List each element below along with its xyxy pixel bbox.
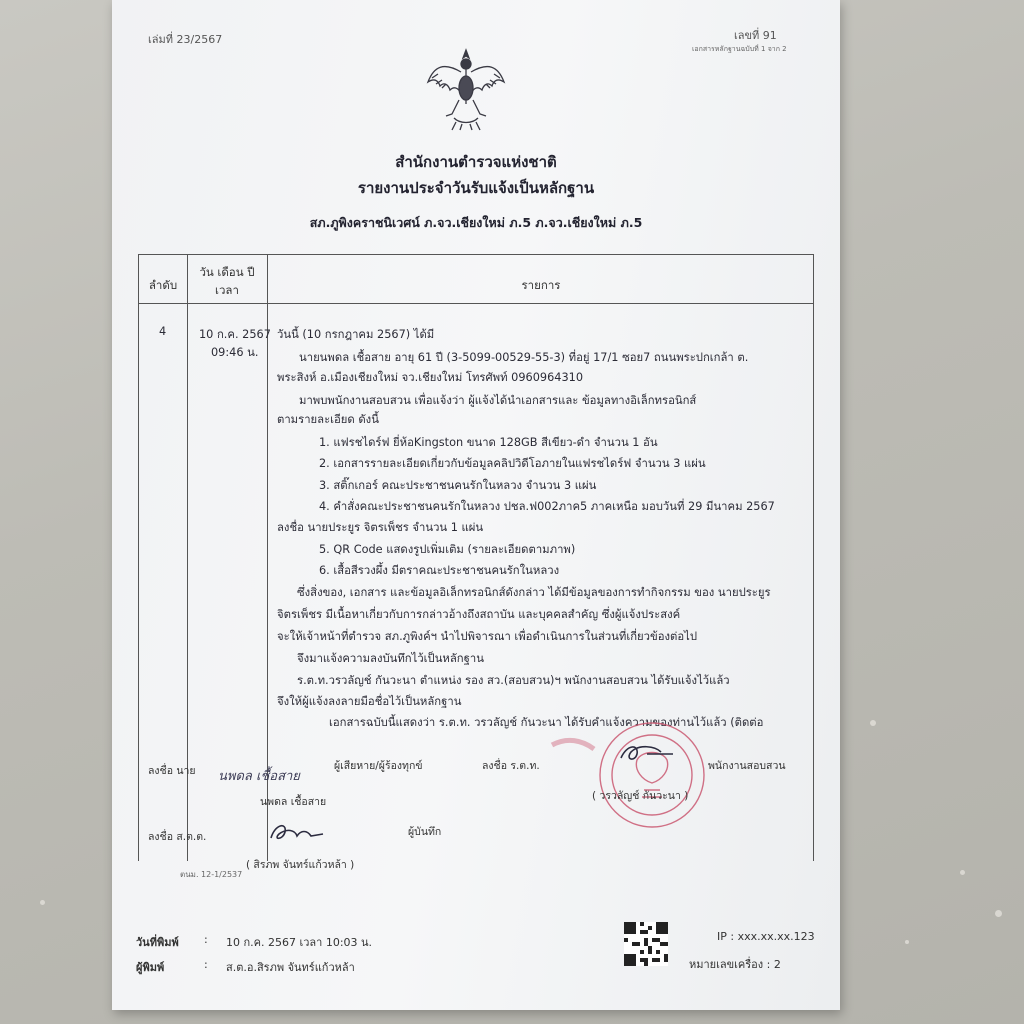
signature-prefix-victim: ลงชื่อ นาย	[148, 765, 196, 777]
column-header-time: เวลา	[215, 283, 239, 297]
surface-spot	[870, 720, 876, 726]
surface-spot	[40, 900, 45, 905]
qr-code-icon	[624, 922, 668, 966]
organization-name: สำนักงานตำรวจแห่งชาติ	[395, 153, 557, 171]
printer-colon: :	[204, 958, 208, 971]
detail-line: วันนี้ (10 กรกฎาคม 2567) ได้มี	[277, 328, 435, 341]
signature-prefix-officer: ลงชื่อ ร.ต.ท.	[482, 760, 540, 772]
print-date-colon: :	[204, 933, 208, 946]
ip-address: IP : xxx.xx.xx.123	[717, 930, 815, 943]
detail-line: ตามรายละเอียด ดังนี้	[277, 413, 379, 426]
page-info: เอกสารหลักฐานฉบับที่ 1 จาก 2	[692, 45, 787, 53]
column-header-date: วัน เดือน ปี	[199, 265, 255, 279]
detail-line: จิตรเพ็ชร มีเนื้อหาเกี่ยวกับการกล่าวอ้างถึงสถาบัน และบุคคลสำคัญ ซึ่งผู้แจ้งประสงค์	[277, 608, 681, 621]
column-header-no: ลำดับ	[148, 278, 178, 292]
detail-line: นายนพดล เชื้อสาย อายุ 61 ปี (3-5099-00529-55-3) ที่อยู่ 17/1 ซอย7 ถนนพระปกเกล้า ต.	[299, 351, 749, 364]
signature-prefix-recorder: ลงชื่อ ส.ต.ต.	[148, 831, 207, 843]
detail-line: 2. เอกสารรายละเอียดเกี่ยวกับข้อมูลคลิปวิดีโอภายในแฟรชไดร์ฟ จำนวน 3 แผ่น	[319, 457, 706, 470]
role-victim: ผู้เสียหาย/ผู้ร้องทุกข์	[334, 760, 423, 772]
printer-value: ส.ต.อ.สิรภพ จันทร์แก้วหล้า	[226, 961, 355, 974]
header-divider	[139, 303, 813, 304]
detail-line: ลงชื่อ นายประยูร จิตรเพ็ชร จำนวน 1 แผ่น	[277, 521, 484, 534]
report-title: รายงานประจำวันรับแจ้งเป็นหลักฐาน	[357, 179, 595, 197]
recorder-signature-icon	[267, 818, 327, 846]
police-station: สภ.ภูพิงคราชนิเวศน์ ภ.จว.เชียงใหม่ ภ.5 ภ.จว.เชียงใหม่ ภ.5	[309, 215, 643, 230]
form-code: ตนม. 12-1/2537	[180, 870, 243, 879]
detail-line: มาพบพนักงานสอบสวน เพื่อแจ้งว่า ผู้แจ้งได้นำเอกสารและ ข้อมูลทางอิเล็กทรอนิกส์	[299, 394, 697, 407]
surface-spot	[905, 940, 909, 944]
print-date-value: 10 ก.ค. 2567 เวลา 10:03 น.	[226, 936, 373, 949]
role-recorder: ผู้บันทึก	[408, 826, 442, 838]
detail-line: 4. คำสั่งคณะประชาชนคนรักในหลวง ปชล.ฟ002ภาค5 ภาคเหนือ มอบวันที่ 29 มีนาคม 2567	[319, 500, 775, 513]
printer-label: ผู้พิมพ์	[136, 961, 165, 974]
detail-line: 1. แฟรชไดร์ฟ ยี่ห้อKingston ขนาด 128GB สีเขียว-ดำ จำนวน 1 อัน	[319, 436, 658, 449]
row-time: 09:46 น.	[211, 346, 259, 359]
detail-line: พระสิงห์ อ.เมืองเชียงใหม่ จว.เชียงใหม่ โทรศัพท์ 0960964310	[277, 371, 584, 384]
book-number: เล่มที่ 23/2567	[148, 33, 223, 46]
detail-line: 6. เสื้อสีรวงผึ้ง มีตราคณะประชาชนคนรักในหลวง	[319, 564, 560, 577]
row-number: 4	[159, 325, 167, 338]
detail-line: ซึ่งสิ่งของ, เอกสาร และข้อมูลอิเล็กทรอนิกส์ดังกล่าว ได้มีข้อมูลของการทำกิจกรรม ของ นายประยูร	[297, 586, 771, 599]
official-seal-stamp	[542, 715, 712, 830]
row-date: 10 ก.ค. 2567	[199, 328, 271, 341]
role-investigator: พนักงานสอบสวน	[708, 760, 786, 772]
detail-line: จะให้เจ้าหน้าที่ตำรวจ สภ.ภูพิงค์ฯ นำไปพิจารณา เพื่อดำเนินการในส่วนที่เกี่ยวข้องต่อไป	[277, 630, 698, 643]
victim-printed-name: นพดล เชื้อสาย	[260, 796, 327, 808]
machine-number: หมายเลขเครื่อง : 2	[689, 958, 781, 971]
victim-handwritten-signature: นพดล เชื้อสาย	[218, 769, 300, 784]
officer-signature-icon	[617, 740, 677, 766]
detail-line: จึงมาแจ้งความลงบันทึกไว้เป็นหลักฐาน	[297, 652, 484, 665]
garuda-emblem-icon	[424, 44, 508, 132]
detail-line: เอกสารฉบับนี้แสดงว่า ร.ต.ท. วรวลัญช์ กันวะนา ได้รับคำแจ้งความของท่านไว้แล้ว (ติดต่อ	[329, 716, 764, 729]
officer-printed-name: ( วรวลัญช์ กันวะนา )	[592, 790, 689, 802]
surface-spot	[960, 870, 965, 875]
detail-line: 5. QR Code แสดงรูปเพิ่มเติม (รายละเอียดตามภาพ)	[319, 543, 576, 556]
detail-line: ร.ต.ท.วรวลัญช์ กันวะนา ตำแหน่ง รอง สว.(สอบสวน)ฯ พนักงานสอบสวน ได้รับแจ้งไว้แล้ว	[297, 674, 730, 687]
document-number: เลขที่ 91	[734, 29, 777, 42]
detail-line: จึงให้ผู้แจ้งลงลายมือชื่อไว้เป็นหลักฐาน	[277, 695, 462, 708]
recorder-printed-name: ( สิรภพ จันทร์แก้วหล้า )	[246, 859, 355, 871]
column-header-detail: รายการ	[521, 278, 561, 292]
surface-spot	[995, 910, 1002, 917]
detail-line: 3. สติ๊กเกอร์ คณะประชาชนคนรักในหลวง จำนวน 3 แผ่น	[319, 479, 597, 492]
document-page	[112, 0, 840, 1010]
print-date-label: วันที่พิมพ์	[136, 936, 179, 949]
